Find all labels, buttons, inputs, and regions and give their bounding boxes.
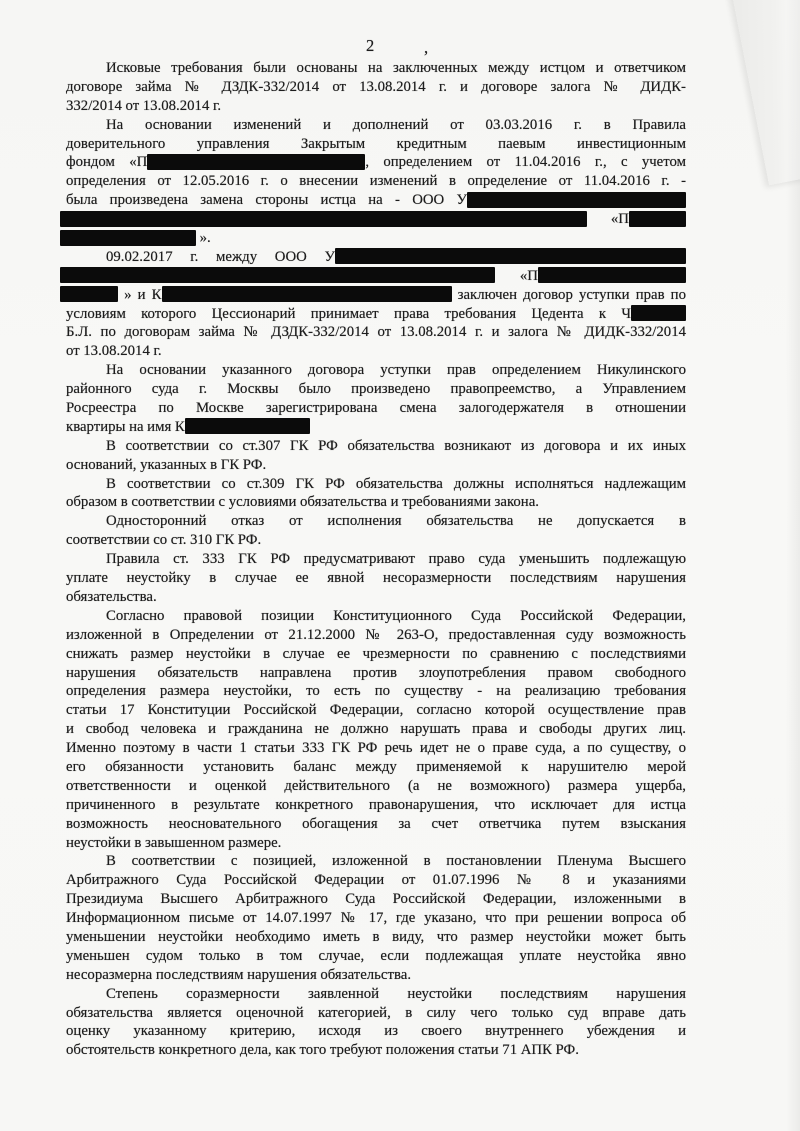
text-run: заключен договор уступки прав по xyxy=(451,286,687,303)
document-line xyxy=(66,739,686,758)
text-run: договоре займа № ДЗДК-332/2014 от 13.08.2014 г. и договоре залога № ДИДК- xyxy=(66,78,686,95)
text-run: обстоятельств конкретного дела, как того требуют положения статьи 71 АПК РФ. xyxy=(66,1042,579,1059)
text-run: возможность неосновательного обогащения за счет ответчика путем взыскания xyxy=(66,815,686,832)
document-line xyxy=(66,399,686,418)
document-line xyxy=(66,928,686,947)
redaction-bar xyxy=(60,267,495,283)
document-line xyxy=(66,172,686,191)
document-line xyxy=(66,890,686,909)
redaction-bar xyxy=(60,211,587,227)
text-run: оценку указанному критерию, исходя из своего внутреннего убеждения и xyxy=(66,1023,686,1040)
document-line xyxy=(66,305,686,324)
text-run: и свобод человека и гражданина не должно нарушать права и свободы других лиц. xyxy=(66,721,686,738)
text-run: В соответствии со ст.309 ГК РФ обязательства должны исполняться надлежащим xyxy=(106,475,686,492)
document-line xyxy=(66,909,686,928)
text-run: «П xyxy=(495,267,538,284)
text-run: уменьшении неустойки необходимо иметь в виду, что размер неустойки может быть xyxy=(66,928,686,945)
text-run: уплате неустойку в случае ее явной несоразмерности последствиям нарушения xyxy=(66,570,686,587)
document-line xyxy=(66,437,686,456)
text-run: Б.Л. по договорам займа № ДЗДК-332/2014 от 13.08.2014 г. и залога № ДИДК-332/2014 xyxy=(66,324,686,341)
document-line xyxy=(66,758,686,777)
text-run: образом в соответствии с условиями обязательства и требованиями закона. xyxy=(66,494,539,511)
text-run: Именно поэтому в части 1 статьи 333 ГК РФ речь идет не о праве суда, а по существу, о xyxy=(66,740,686,757)
stray-comma-mark: , xyxy=(424,38,429,57)
document-line xyxy=(66,569,686,588)
text-run: Степень соразмерности заявленной неустойки последствиям нарушения xyxy=(106,985,686,1002)
text-run: районного суда г. Москвы было произведено правопреемство, а Управлением xyxy=(66,381,686,398)
text-run: несоразмерна последствиям нарушения обязательства. xyxy=(66,966,412,983)
document-line xyxy=(66,947,686,966)
document-line xyxy=(66,78,686,97)
text-run: Росреестра по Москве зарегистрирована смена залогодержателя в отношении xyxy=(66,400,686,417)
text-run: от 13.08.2014 г. xyxy=(66,343,162,360)
text-run: Арбитражного Суда Российской Федерации от 01.07.1996 № 8 и указаниями xyxy=(66,872,686,889)
document-line xyxy=(66,720,686,739)
document-line xyxy=(66,153,686,172)
document-line xyxy=(66,456,686,475)
redaction-bar xyxy=(60,230,196,246)
text-run: соответствии со ст. 310 ГК РФ. xyxy=(66,532,262,549)
text-run: , определением от 11.04.2016 г., с учетом xyxy=(365,154,686,171)
document-line xyxy=(66,664,686,683)
text-run: ответственности и оценкой действительного (а не возможного) размера ущерба, xyxy=(66,777,686,794)
document-line xyxy=(60,210,686,229)
text-run: 332/2014 от 13.08.2014 г. xyxy=(66,97,222,114)
text-run: статьи 17 Конституции Российской Федерации, согласно которой осуществление прав xyxy=(66,702,686,719)
redaction-bar xyxy=(185,418,310,434)
document-lines xyxy=(66,59,686,1060)
document-line xyxy=(66,1041,686,1060)
document-line xyxy=(60,267,686,286)
document-line xyxy=(66,380,686,399)
text-run: Президиума Высшего Арбитражного Суда Российской Федерации, изложенными в xyxy=(66,891,686,908)
text-run: Односторонний отказ от исполнения обязательства не допускается в xyxy=(106,513,686,530)
document-line xyxy=(66,531,686,550)
text-run: нарушения обязательств направлена против злоупотребления правом свободного xyxy=(66,664,686,681)
document-line xyxy=(66,682,686,701)
document-line xyxy=(66,550,686,569)
document-line xyxy=(66,135,686,154)
text-run: была произведена замена стороны истца на - ООО У xyxy=(66,192,467,209)
document-line xyxy=(66,796,686,815)
document-line xyxy=(66,966,686,985)
document-line xyxy=(66,871,686,890)
text-run: В соответствии с позицией, изложенной в постановлении Пленума Высшего xyxy=(106,853,686,870)
redaction-bar xyxy=(538,267,686,283)
text-run: фондом «П xyxy=(66,154,148,171)
text-run: доверительного управления Закрытым кредитным паевым инвестиционным xyxy=(66,135,686,152)
text-run: снижать размер неустойки в случае ее чрезмерности по сравнению с последствиями xyxy=(66,645,686,662)
text-run: квартиры на имя К xyxy=(66,418,185,435)
document-line xyxy=(66,834,686,853)
document-line xyxy=(66,248,686,267)
text-run: обязательства является оценочной категорией, в силу чего только суд вправе дать xyxy=(66,1004,686,1021)
document-line xyxy=(66,493,686,512)
document-line xyxy=(66,701,686,720)
text-run: уменьшен судом только в том случае, если подлежащая уплате неустойка явно xyxy=(66,947,686,964)
page-number: 2 xyxy=(366,36,376,55)
document-line xyxy=(66,815,686,834)
text-run: » и К xyxy=(118,286,162,303)
text-run: В соответствии со ст.307 ГК РФ обязательства возникают из договора и их иных xyxy=(106,437,686,454)
text-run: определения размера неустойки, то есть по существу - на реализацию требования xyxy=(66,683,686,700)
document-line xyxy=(66,985,686,1004)
text-run: условиям которого Цессионарий принимает права требования Цедента к Ч xyxy=(66,305,631,322)
text-run: его обязанности установить баланс между применяемой к нарушителю мерой xyxy=(66,758,686,775)
redaction-bar xyxy=(335,248,686,264)
document-line xyxy=(66,512,686,531)
text-run: изложенной в Определении от 21.12.2000 № 263-О, предоставленная суду возможность xyxy=(66,626,686,643)
text-run: На основании указанного договора уступки прав определением Никулинского xyxy=(106,362,686,379)
document-line xyxy=(60,229,686,248)
page-edge-shadow xyxy=(786,0,800,1131)
redaction-bar xyxy=(147,154,365,170)
text-run: оснований, указанных в ГК РФ. xyxy=(66,456,267,473)
text-run: Правила ст. 333 ГК РФ предусматривают право суда уменьшить подлежащую xyxy=(106,551,686,568)
document-line xyxy=(66,588,686,607)
text-run: Согласно правовой позиции Конституционного Суда Российской Федерации, xyxy=(106,607,686,624)
text-run: причиненного в результате конкретного правонарушения, что исключает для истца xyxy=(66,796,686,813)
document-line xyxy=(66,361,686,380)
document-line xyxy=(66,1004,686,1023)
document-line xyxy=(66,626,686,645)
redaction-bar xyxy=(162,286,452,302)
text-run: На основании изменений и дополнений от 03.03.2016 г. в Правила xyxy=(106,116,686,133)
document-line xyxy=(66,777,686,796)
document-line xyxy=(66,607,686,626)
document-line xyxy=(66,1022,686,1041)
redaction-bar xyxy=(629,211,686,227)
document-line xyxy=(66,97,686,116)
document-line xyxy=(66,323,686,342)
document-line xyxy=(66,191,686,210)
document-line xyxy=(66,116,686,135)
document-line xyxy=(60,286,686,305)
document-line xyxy=(66,418,686,437)
text-run: «П xyxy=(587,211,629,228)
text-run: Исковые требования были основаны на заключенных между истцом и ответчиком xyxy=(106,60,686,76)
document-line xyxy=(66,645,686,664)
document-line xyxy=(66,475,686,494)
text-run: неустойки в завышенном размере. xyxy=(66,834,282,851)
document-line xyxy=(66,342,686,361)
text-run: определения от 12.05.2016 г. о внесении изменений в определение от 11.04.2016 г. - xyxy=(66,173,686,190)
redaction-bar xyxy=(631,305,686,321)
document-line xyxy=(66,59,686,78)
redaction-bar xyxy=(467,192,686,208)
text-run: 09.02.2017 г. между ООО У xyxy=(106,248,335,265)
text-run: ». xyxy=(196,230,211,247)
redaction-bar xyxy=(60,286,118,302)
text-run: обязательства. xyxy=(66,588,157,605)
document-line xyxy=(66,852,686,871)
text-run: Информационном письме от 14.07.1997 № 17, где указано, что при решении вопроса об xyxy=(66,910,686,927)
